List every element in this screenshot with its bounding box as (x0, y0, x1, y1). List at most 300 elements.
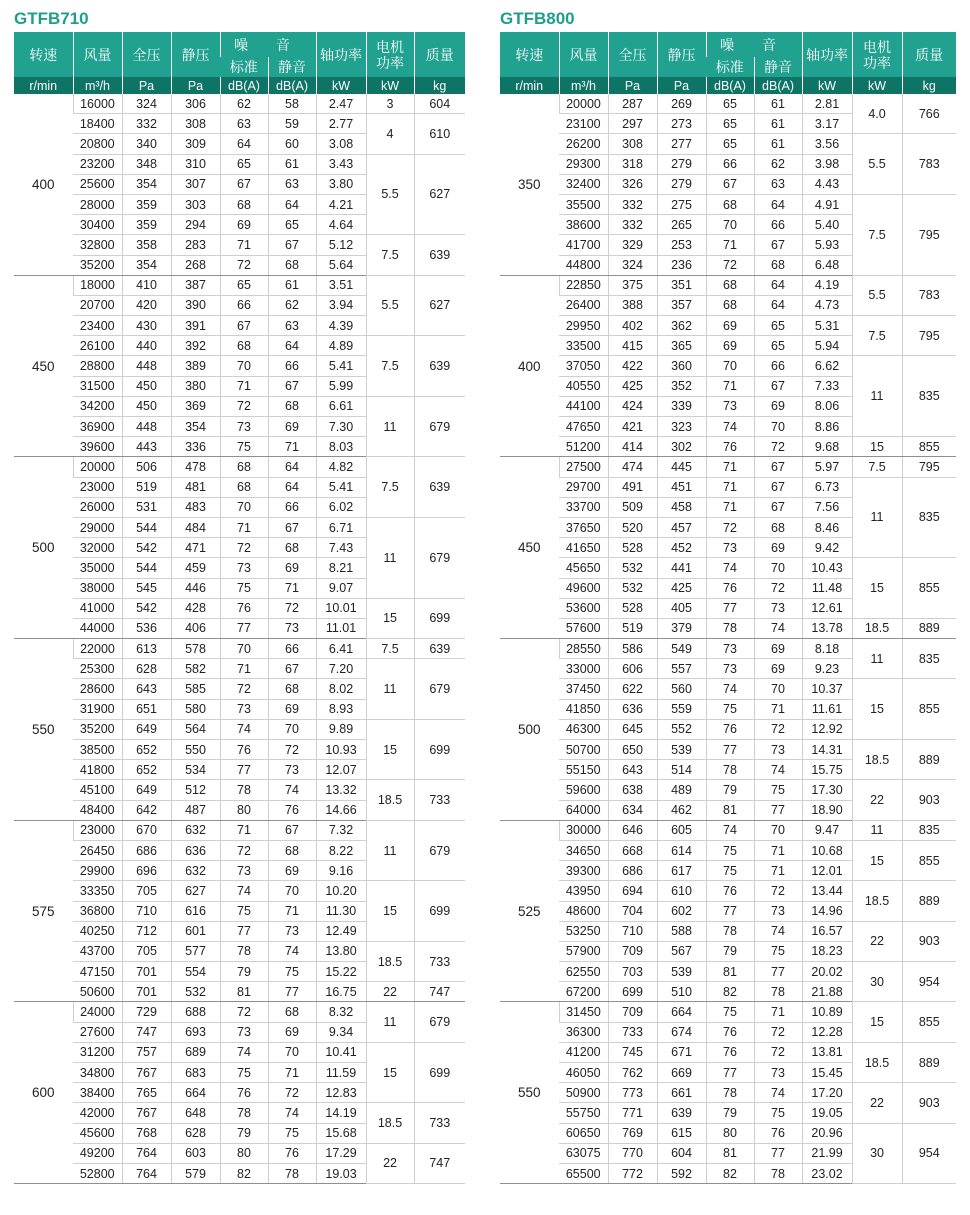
static-pressure-cell: 352 (657, 376, 706, 396)
mass-cell: 747 (414, 1143, 465, 1183)
static-pressure-cell: 471 (171, 538, 220, 558)
shaft-power-cell: 20.96 (802, 1123, 852, 1143)
static-pressure-cell: 481 (171, 477, 220, 497)
noise-standard-cell: 69 (706, 316, 754, 336)
mass-cell: 783 (902, 134, 956, 195)
noise-quiet-cell: 64 (268, 194, 316, 214)
unit-cell: kg (902, 77, 956, 94)
motor-power-cell: 7.5 (366, 336, 414, 397)
airflow-cell: 50600 (73, 982, 122, 1002)
airflow-cell: 46050 (559, 1063, 608, 1083)
noise-quiet-cell: 68 (268, 1002, 316, 1022)
shaft-power-cell: 4.64 (316, 215, 366, 235)
motor-power-cell: 15 (852, 1002, 902, 1042)
airflow-cell: 64000 (559, 800, 608, 820)
noise-quiet-cell: 70 (754, 558, 802, 578)
motor-power-cell: 11 (852, 356, 902, 437)
airflow-cell: 37050 (559, 356, 608, 376)
airflow-cell: 37650 (559, 517, 608, 537)
unit-cell: m³/h (559, 77, 608, 94)
mass-cell: 699 (414, 1042, 465, 1103)
shaft-power-cell: 11.61 (802, 699, 852, 719)
motor-power-cell: 30 (852, 1123, 902, 1184)
noise-standard-cell: 68 (220, 336, 268, 356)
speed-cell: 550 (14, 639, 73, 821)
table-row (14, 336, 465, 356)
mass-cell: 639 (414, 639, 465, 659)
airflow-cell: 31900 (73, 699, 122, 719)
noise-standard-cell: 64 (220, 134, 268, 154)
total-pressure-cell: 448 (122, 356, 171, 376)
mass-cell: 903 (902, 1083, 956, 1123)
noise-quiet-cell: 62 (754, 154, 802, 174)
airflow-cell: 34800 (73, 1063, 122, 1083)
shaft-power-cell: 5.41 (316, 356, 366, 376)
shaft-power-cell: 4.89 (316, 336, 366, 356)
table-row (14, 235, 465, 255)
table-row (500, 740, 956, 760)
airflow-cell: 51200 (559, 437, 608, 457)
airflow-cell: 52800 (73, 1163, 122, 1183)
total-pressure-cell: 420 (122, 295, 171, 315)
mass-cell: 627 (414, 154, 465, 235)
static-pressure-cell: 601 (171, 921, 220, 941)
noise-standard-cell: 65 (706, 114, 754, 134)
noise-standard-cell: 76 (220, 1083, 268, 1103)
total-pressure-cell: 354 (122, 174, 171, 194)
static-pressure-cell: 339 (657, 396, 706, 416)
static-pressure-cell: 577 (171, 941, 220, 961)
total-pressure-cell: 646 (608, 820, 657, 840)
motor-power-cell: 7.5 (852, 194, 902, 275)
airflow-cell: 48400 (73, 800, 122, 820)
noise-standard-cell: 73 (220, 1022, 268, 1042)
header-noise: 噪 音 (220, 32, 316, 57)
noise-standard-cell: 72 (220, 396, 268, 416)
noise-standard-cell: 79 (706, 780, 754, 800)
shaft-power-cell: 7.30 (316, 417, 366, 437)
table-row (500, 679, 956, 699)
shaft-power-cell: 14.19 (316, 1103, 366, 1123)
airflow-cell: 33350 (73, 881, 122, 901)
shaft-power-cell: 17.20 (802, 1083, 852, 1103)
static-pressure-cell: 610 (657, 881, 706, 901)
airflow-cell: 47650 (559, 417, 608, 437)
noise-quiet-cell: 67 (754, 497, 802, 517)
table-row (500, 558, 956, 578)
table-row (14, 982, 465, 1002)
total-pressure-cell: 699 (608, 982, 657, 1002)
noise-standard-cell: 73 (706, 538, 754, 558)
shaft-power-cell: 7.43 (316, 538, 366, 558)
noise-standard-cell: 76 (220, 598, 268, 618)
shaft-power-cell: 10.20 (316, 881, 366, 901)
total-pressure-cell: 329 (608, 235, 657, 255)
static-pressure-cell: 445 (657, 457, 706, 477)
header-total-pressure: 全压 (122, 32, 171, 77)
total-pressure-cell: 542 (122, 598, 171, 618)
total-pressure-cell: 696 (122, 861, 171, 881)
table-row (14, 881, 465, 901)
table-row (14, 639, 465, 659)
airflow-cell: 20700 (73, 295, 122, 315)
noise-quiet-cell: 66 (268, 497, 316, 517)
static-pressure-cell: 309 (171, 134, 220, 154)
airflow-cell: 35200 (73, 719, 122, 739)
total-pressure-cell: 528 (608, 538, 657, 558)
static-pressure-cell: 552 (657, 719, 706, 739)
header-noise: 噪 音 (706, 32, 802, 57)
table-row (14, 457, 465, 477)
noise-standard-cell: 71 (706, 235, 754, 255)
airflow-cell: 39300 (559, 861, 608, 881)
mass-cell: 795 (902, 316, 956, 356)
unit-cell: kW (316, 77, 366, 94)
airflow-cell: 36800 (73, 901, 122, 921)
total-pressure-cell: 638 (608, 780, 657, 800)
motor-power-cell: 11 (852, 820, 902, 840)
airflow-cell: 35200 (73, 255, 122, 275)
table-row (500, 820, 956, 840)
motor-power-cell: 3 (366, 94, 414, 114)
total-pressure-cell: 308 (608, 134, 657, 154)
total-pressure-cell: 709 (608, 941, 657, 961)
unit-cell: dB(A) (220, 77, 268, 94)
airflow-cell: 44100 (559, 396, 608, 416)
noise-standard-cell: 78 (220, 1103, 268, 1123)
table-row (500, 881, 956, 901)
motor-power-cell: 15 (366, 881, 414, 942)
table-title: GTFB800 (500, 9, 575, 28)
total-pressure-cell: 474 (608, 457, 657, 477)
noise-quiet-cell: 74 (754, 1083, 802, 1103)
shaft-power-cell: 9.07 (316, 578, 366, 598)
total-pressure-cell: 388 (608, 295, 657, 315)
shaft-power-cell: 9.68 (802, 437, 852, 457)
shaft-power-cell: 19.03 (316, 1163, 366, 1183)
total-pressure-cell: 764 (122, 1143, 171, 1163)
motor-power-cell: 11 (852, 639, 902, 679)
noise-quiet-cell: 72 (754, 881, 802, 901)
motor-power-cell: 15 (852, 437, 902, 457)
total-pressure-cell: 531 (122, 497, 171, 517)
total-pressure-cell: 709 (608, 1002, 657, 1022)
noise-quiet-cell: 66 (268, 639, 316, 659)
static-pressure-cell: 294 (171, 215, 220, 235)
airflow-cell: 50700 (559, 740, 608, 760)
noise-standard-cell: 77 (220, 618, 268, 638)
noise-standard-cell: 75 (706, 861, 754, 881)
noise-standard-cell: 73 (706, 659, 754, 679)
static-pressure-cell: 671 (657, 1042, 706, 1062)
noise-quiet-cell: 63 (268, 174, 316, 194)
mass-cell: 679 (414, 1002, 465, 1042)
motor-power-cell: 5.5 (852, 134, 902, 195)
shaft-power-cell: 12.07 (316, 760, 366, 780)
noise-standard-cell: 77 (706, 598, 754, 618)
airflow-cell: 46300 (559, 719, 608, 739)
header-motor-power: 电机 功率 (366, 32, 414, 77)
total-pressure-cell: 747 (122, 1022, 171, 1042)
static-pressure-cell: 588 (657, 921, 706, 941)
noise-quiet-cell: 71 (268, 901, 316, 921)
shaft-power-cell: 5.94 (802, 336, 852, 356)
noise-standard-cell: 78 (706, 618, 754, 638)
shaft-power-cell: 2.77 (316, 114, 366, 134)
total-pressure-cell: 410 (122, 275, 171, 295)
noise-standard-cell: 68 (706, 275, 754, 295)
airflow-cell: 53600 (559, 598, 608, 618)
shaft-power-cell: 4.21 (316, 194, 366, 214)
total-pressure-cell: 544 (122, 517, 171, 537)
noise-quiet-cell: 66 (754, 215, 802, 235)
shaft-power-cell: 10.01 (316, 598, 366, 618)
total-pressure-cell: 297 (608, 114, 657, 134)
noise-quiet-cell: 75 (268, 1123, 316, 1143)
airflow-cell: 36900 (73, 417, 122, 437)
total-pressure-cell: 650 (608, 740, 657, 760)
motor-power-cell: 5.5 (366, 275, 414, 336)
noise-quiet-cell: 74 (754, 760, 802, 780)
noise-quiet-cell: 67 (268, 235, 316, 255)
static-pressure-cell: 514 (657, 760, 706, 780)
noise-standard-cell: 69 (706, 336, 754, 356)
noise-standard-cell: 69 (220, 215, 268, 235)
noise-standard-cell: 71 (706, 497, 754, 517)
airflow-cell: 32800 (73, 235, 122, 255)
total-pressure-cell: 324 (122, 94, 171, 114)
noise-standard-cell: 65 (706, 94, 754, 114)
table-row (14, 941, 465, 961)
noise-standard-cell: 76 (706, 437, 754, 457)
static-pressure-cell: 391 (171, 316, 220, 336)
static-pressure-cell: 380 (171, 376, 220, 396)
motor-power-cell: 5.5 (852, 275, 902, 315)
static-pressure-cell: 323 (657, 417, 706, 437)
static-pressure-cell: 446 (171, 578, 220, 598)
airflow-cell: 33000 (559, 659, 608, 679)
header-noise-standard: 标准 (706, 57, 754, 77)
noise-quiet-cell: 69 (754, 396, 802, 416)
mass-cell: 835 (902, 820, 956, 840)
shaft-power-cell: 5.64 (316, 255, 366, 275)
noise-quiet-cell: 73 (268, 618, 316, 638)
total-pressure-cell: 332 (122, 114, 171, 134)
noise-standard-cell: 72 (220, 538, 268, 558)
total-pressure-cell: 358 (122, 235, 171, 255)
noise-standard-cell: 72 (220, 679, 268, 699)
shaft-power-cell: 3.56 (802, 134, 852, 154)
motor-power-cell: 15 (852, 679, 902, 740)
header-speed: 转速 (14, 32, 73, 77)
static-pressure-cell: 487 (171, 800, 220, 820)
table-row (500, 962, 956, 982)
motor-power-cell: 7.5 (852, 316, 902, 356)
static-pressure-cell: 689 (171, 1042, 220, 1062)
total-pressure-cell: 757 (122, 1042, 171, 1062)
airflow-cell: 29000 (73, 517, 122, 537)
noise-quiet-cell: 72 (754, 437, 802, 457)
noise-quiet-cell: 62 (268, 295, 316, 315)
static-pressure-cell: 478 (171, 457, 220, 477)
airflow-cell: 18400 (73, 114, 122, 134)
total-pressure-cell: 710 (608, 921, 657, 941)
noise-quiet-cell: 71 (268, 578, 316, 598)
static-pressure-cell: 236 (657, 255, 706, 275)
airflow-cell: 28550 (559, 639, 608, 659)
motor-power-cell: 22 (852, 1083, 902, 1123)
noise-standard-cell: 81 (706, 800, 754, 820)
noise-quiet-cell: 72 (754, 1042, 802, 1062)
static-pressure-cell: 580 (171, 699, 220, 719)
unit-cell: kg (414, 77, 465, 94)
static-pressure-cell: 579 (171, 1163, 220, 1183)
noise-quiet-cell: 74 (268, 780, 316, 800)
noise-standard-cell: 77 (220, 760, 268, 780)
total-pressure-cell: 440 (122, 336, 171, 356)
noise-quiet-cell: 67 (754, 235, 802, 255)
total-pressure-cell: 430 (122, 316, 171, 336)
noise-quiet-cell: 71 (754, 699, 802, 719)
static-pressure-cell: 539 (657, 962, 706, 982)
noise-quiet-cell: 67 (754, 477, 802, 497)
panel-gtfb710 (14, 6, 465, 1184)
motor-power-cell: 22 (852, 921, 902, 961)
noise-quiet-cell: 70 (268, 881, 316, 901)
shaft-power-cell: 8.93 (316, 699, 366, 719)
noise-standard-cell: 73 (220, 417, 268, 437)
total-pressure-cell: 745 (608, 1042, 657, 1062)
airflow-cell: 38000 (73, 578, 122, 598)
total-pressure-cell: 359 (122, 194, 171, 214)
airflow-cell: 25600 (73, 174, 122, 194)
speed-cell: 500 (14, 457, 73, 639)
noise-standard-cell: 66 (220, 295, 268, 315)
airflow-cell: 40250 (73, 921, 122, 941)
noise-quiet-cell: 69 (754, 639, 802, 659)
motor-power-cell: 11 (366, 396, 414, 457)
total-pressure-cell: 519 (608, 618, 657, 638)
noise-quiet-cell: 70 (754, 417, 802, 437)
mass-cell: 855 (902, 840, 956, 880)
motor-power-cell: 22 (852, 780, 902, 820)
motor-power-cell: 15 (852, 840, 902, 880)
noise-quiet-cell: 68 (754, 255, 802, 275)
total-pressure-cell: 773 (608, 1083, 657, 1103)
total-pressure-cell: 769 (608, 1123, 657, 1143)
static-pressure-cell: 253 (657, 235, 706, 255)
total-pressure-cell: 765 (122, 1083, 171, 1103)
airflow-cell: 41650 (559, 538, 608, 558)
static-pressure-cell: 310 (171, 154, 220, 174)
noise-standard-cell: 74 (706, 679, 754, 699)
shaft-power-cell: 6.02 (316, 497, 366, 517)
table-row (14, 517, 465, 537)
table-title: GTFB710 (14, 9, 89, 28)
mass-cell: 679 (414, 517, 465, 598)
noise-standard-cell: 63 (220, 114, 268, 134)
shaft-power-cell: 14.31 (802, 740, 852, 760)
unit-cell: Pa (122, 77, 171, 94)
shaft-power-cell: 9.16 (316, 861, 366, 881)
total-pressure-cell: 762 (608, 1063, 657, 1083)
static-pressure-cell: 674 (657, 1022, 706, 1042)
static-pressure-cell: 462 (657, 800, 706, 820)
airflow-cell: 26450 (73, 840, 122, 860)
table-row (14, 780, 465, 800)
noise-standard-cell: 76 (220, 740, 268, 760)
noise-quiet-cell: 68 (268, 679, 316, 699)
speed-cell: 550 (500, 1002, 559, 1184)
speed-cell: 525 (500, 820, 559, 1002)
noise-standard-cell: 65 (220, 154, 268, 174)
panel-gtfb800 (500, 6, 956, 1184)
shaft-power-cell: 11.01 (316, 618, 366, 638)
noise-standard-cell: 80 (706, 1123, 754, 1143)
airflow-cell: 67200 (559, 982, 608, 1002)
table-row (500, 275, 956, 295)
noise-standard-cell: 75 (220, 437, 268, 457)
noise-quiet-cell: 77 (754, 800, 802, 820)
shaft-power-cell: 3.80 (316, 174, 366, 194)
airflow-cell: 31200 (73, 1042, 122, 1062)
speed-cell: 400 (500, 275, 559, 457)
noise-standard-cell: 75 (706, 699, 754, 719)
airflow-cell: 43700 (73, 941, 122, 961)
noise-quiet-cell: 64 (754, 275, 802, 295)
airflow-cell: 23000 (73, 820, 122, 840)
spec-table-gtfb800 (500, 32, 956, 1184)
airflow-cell: 33700 (559, 497, 608, 517)
airflow-cell: 63075 (559, 1143, 608, 1163)
mass-cell: 604 (414, 94, 465, 114)
noise-standard-cell: 72 (220, 255, 268, 275)
table-row (500, 457, 956, 477)
mass-cell: 733 (414, 1103, 465, 1143)
motor-power-cell: 18.5 (852, 618, 902, 638)
noise-quiet-cell: 74 (754, 618, 802, 638)
static-pressure-cell: 664 (171, 1083, 220, 1103)
noise-quiet-cell: 74 (754, 921, 802, 941)
mass-cell: 855 (902, 437, 956, 457)
airflow-cell: 23400 (73, 316, 122, 336)
total-pressure-cell: 450 (122, 376, 171, 396)
total-pressure-cell: 318 (608, 154, 657, 174)
noise-quiet-cell: 61 (754, 94, 802, 114)
shaft-power-cell: 15.75 (802, 760, 852, 780)
total-pressure-cell: 729 (122, 1002, 171, 1022)
total-pressure-cell: 528 (608, 598, 657, 618)
static-pressure-cell: 273 (657, 114, 706, 134)
total-pressure-cell: 332 (608, 215, 657, 235)
total-pressure-cell: 701 (122, 982, 171, 1002)
shaft-power-cell: 6.62 (802, 356, 852, 376)
shaft-power-cell: 10.43 (802, 558, 852, 578)
static-pressure-cell: 362 (657, 316, 706, 336)
static-pressure-cell: 277 (657, 134, 706, 154)
noise-standard-cell: 67 (706, 174, 754, 194)
noise-standard-cell: 65 (220, 275, 268, 295)
noise-standard-cell: 71 (706, 376, 754, 396)
airflow-cell: 18000 (73, 275, 122, 295)
noise-standard-cell: 74 (706, 820, 754, 840)
noise-quiet-cell: 61 (268, 275, 316, 295)
total-pressure-cell: 422 (608, 356, 657, 376)
shaft-power-cell: 16.75 (316, 982, 366, 1002)
shaft-power-cell: 6.41 (316, 639, 366, 659)
static-pressure-cell: 369 (171, 396, 220, 416)
static-pressure-cell: 303 (171, 194, 220, 214)
